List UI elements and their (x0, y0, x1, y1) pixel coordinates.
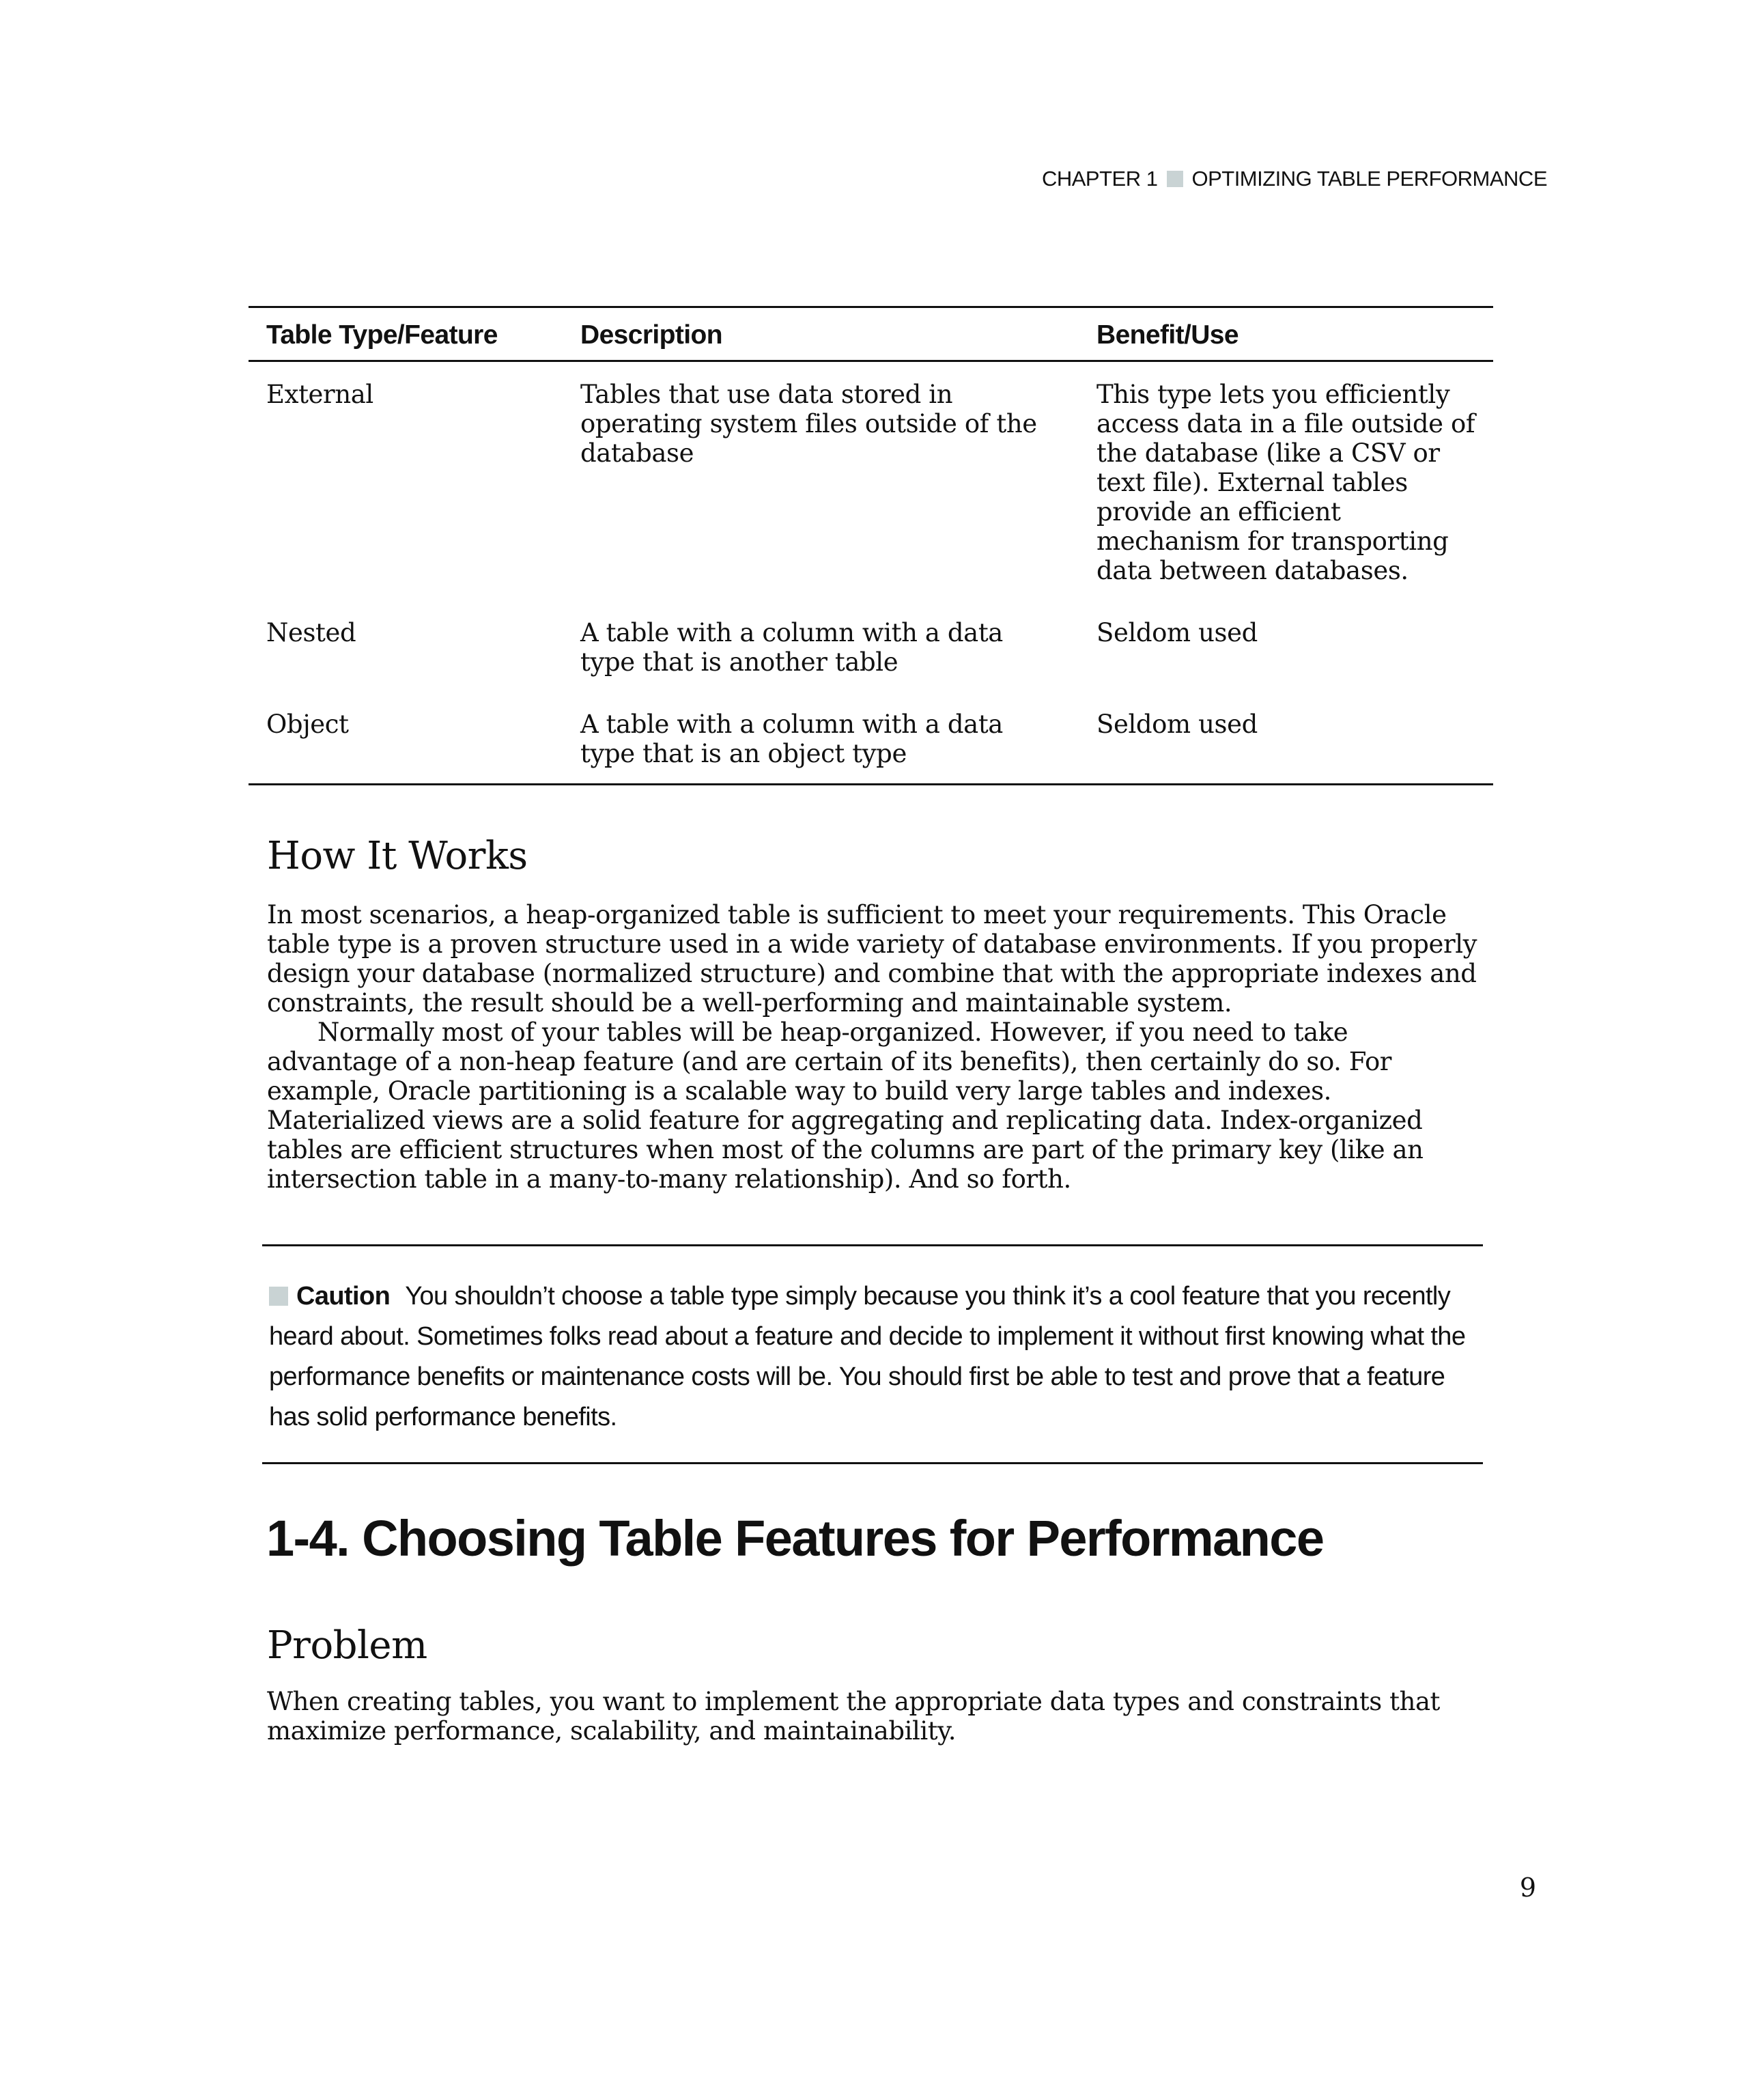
recipe-heading: 1-4. Choosing Table Features for Performance (266, 1510, 1324, 1567)
table-row (249, 361, 1493, 586)
description-cell: Tables that use data stored in operating system files outside of the database (580, 380, 1037, 468)
body-paragraph: Normally most of your tables will be heap-organized. However, if you need to take advantage of a non-heap feature (and are certain of its benefits), then certainly do so. For example, Oracle partitioning is a scalable way to build very large tables and indexes. Materialized views are a solid feature for aggregating and replicating data. Index-organized tables are efficient structures when most of the columns are part of the primary key (like an intersection table in a many-to-many relationship). And so forth. (267, 1018, 1424, 1194)
feature-cell: Object (249, 677, 563, 785)
problem-paragraph: When creating tables, you want to implement the appropriate data types and constraints that maximize performance, scalability, and maintainability. (267, 1687, 1440, 1746)
problem-heading: Problem (267, 1623, 427, 1668)
column-header-benefit: Benefit/Use (1079, 307, 1493, 361)
gray-square-icon (269, 1287, 288, 1306)
benefit-cell: This type lets you efficiently access data in a file outside of the database (like a CSV or text file). External tables provide an efficient mechanism for transporting data between databases. (1096, 380, 1475, 585)
chapter-label: CHAPTER 1 (1041, 167, 1158, 191)
table-header-row (249, 307, 1493, 361)
benefit-cell: Seldom used (1079, 677, 1493, 785)
column-header-description: Description (563, 307, 1079, 361)
caution-callout (262, 1244, 1483, 1464)
caution-text: You shouldn’t choose a table type simply because you think it’s a cool feature that you recently heard about. Sometimes folks read about a feature and decide to implement it without first knowing what the performance benefits or maintenance costs will be. You should first be able to test and prove that a feature has solid performance benefits. (269, 1282, 1466, 1431)
gray-square-icon (1167, 171, 1183, 187)
feature-cell: External (266, 380, 373, 409)
caution-label: Caution (296, 1282, 391, 1311)
page-number: 9 (1519, 1873, 1536, 1903)
body-paragraph: In most scenarios, a heap-organized table is sufficient to meet your requirements. This Oracle table type is a proven structure used in a wide variety of database environments. If you properly design your database (normalized structure) and combine that with the appropriate indexes and constraints, the result should be a well-performing and maintainable system. (267, 900, 1477, 1018)
table-row (249, 585, 1493, 677)
description-cell: A table with a column with a data type that is another table (580, 618, 1003, 677)
table-row (249, 677, 1493, 785)
running-head (1042, 167, 1547, 191)
chapter-title: OPTIMIZING TABLE PERFORMANCE (1191, 167, 1547, 191)
how-it-works-heading: How It Works (267, 834, 528, 878)
column-header-feature: Table Type/Feature (249, 307, 563, 361)
feature-cell: Nested (266, 618, 356, 647)
benefit-cell: Seldom used (1096, 618, 1258, 647)
description-cell: A table with a column with a data type that is an object type (563, 677, 1079, 785)
feature-table (249, 306, 1493, 785)
